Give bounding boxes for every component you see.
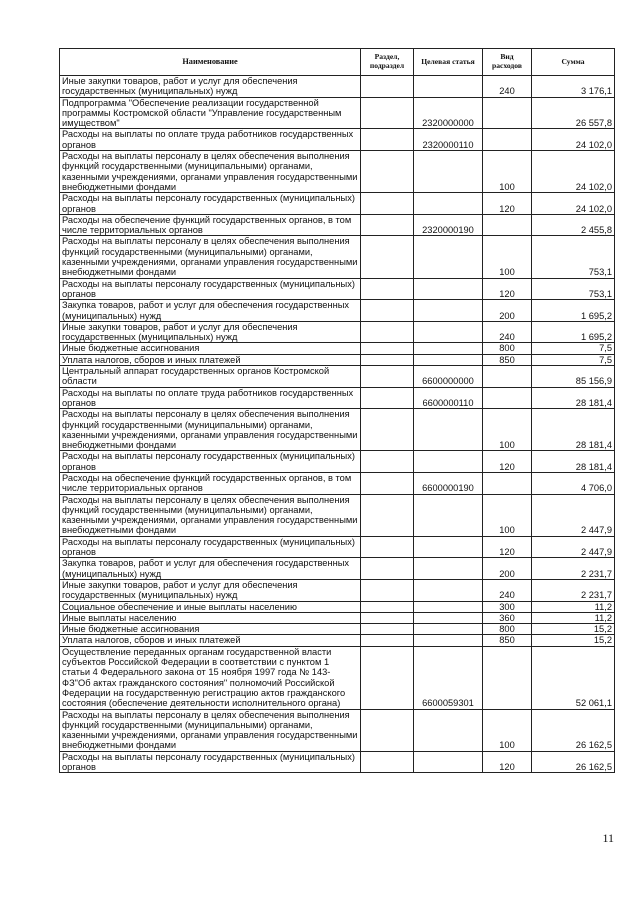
cell-name: Расходы на обеспечение функций государственных органов, в том числе территориальных органов	[60, 472, 361, 494]
cell-section	[361, 494, 414, 536]
cell-sum: 28 181,4	[532, 451, 615, 473]
cell-section	[361, 236, 414, 278]
cell-name: Иные выплаты населению	[60, 612, 361, 623]
cell-sum: 24 102,0	[532, 151, 615, 193]
cell-target: 2320000190	[414, 214, 483, 236]
cell-name: Расходы на выплаты персоналу государственных (муниципальных) органов	[60, 536, 361, 558]
cell-sum: 15,2	[532, 635, 615, 646]
cell-type: 240	[483, 321, 532, 343]
cell-name: Иные бюджетные ассигнования	[60, 343, 361, 354]
cell-target	[414, 624, 483, 635]
cell-section	[361, 612, 414, 623]
cell-sum: 26 162,5	[532, 751, 615, 773]
table-row	[60, 366, 615, 388]
header-name: Наименование	[60, 49, 361, 76]
cell-target	[414, 601, 483, 612]
cell-target	[414, 536, 483, 558]
cell-section	[361, 76, 414, 98]
cell-section	[361, 129, 414, 151]
cell-sum: 1 695,2	[532, 321, 615, 343]
cell-type: 800	[483, 343, 532, 354]
cell-sum: 1 695,2	[532, 300, 615, 322]
cell-sum: 85 156,9	[532, 366, 615, 388]
table-row	[60, 536, 615, 558]
cell-name: Расходы на выплаты персоналу государственных (муниципальных) органов	[60, 751, 361, 773]
page-number: 11	[602, 831, 614, 845]
table-row	[60, 129, 615, 151]
cell-target	[414, 343, 483, 354]
cell-target	[414, 709, 483, 751]
cell-type: 800	[483, 624, 532, 635]
cell-target	[414, 76, 483, 98]
cell-name: Расходы на выплаты по оплате труда работников государственных органов	[60, 129, 361, 151]
cell-type	[483, 387, 532, 409]
cell-sum: 26 557,8	[532, 97, 615, 129]
cell-name: Иные закупки товаров, работ и услуг для обеспечения государственных (муниципальных) нужд	[60, 76, 361, 98]
cell-type: 200	[483, 558, 532, 580]
cell-name: Социальное обеспечение и иные выплаты населению	[60, 601, 361, 612]
cell-name: Расходы на выплаты персоналу государственных (муниципальных) органов	[60, 278, 361, 300]
cell-sum: 2 455,8	[532, 214, 615, 236]
cell-target	[414, 321, 483, 343]
budget-table	[59, 48, 615, 773]
cell-sum: 28 181,4	[532, 409, 615, 451]
cell-name: Расходы на выплаты персоналу в целях обеспечения выполнения функций государственными (муниципальными) органами, казенными учреждениями, органами управления государственными внебюджетными фондами	[60, 236, 361, 278]
table-row	[60, 387, 615, 409]
cell-name: Расходы на выплаты персоналу в целях обеспечения выполнения функций государственными (муниципальными) органами, казенными учреждениями, органами управления государственными внебюджетными фондами	[60, 494, 361, 536]
cell-type: 850	[483, 354, 532, 365]
table-row	[60, 343, 615, 354]
cell-target: 6600059301	[414, 646, 483, 709]
cell-section	[361, 536, 414, 558]
cell-target	[414, 409, 483, 451]
table-row	[60, 409, 615, 451]
cell-section	[361, 214, 414, 236]
table-row	[60, 579, 615, 601]
cell-sum: 26 162,5	[532, 709, 615, 751]
header-sum: Сумма	[532, 49, 615, 76]
cell-section	[361, 300, 414, 322]
table-header-row	[60, 49, 615, 76]
cell-target: 6600000000	[414, 366, 483, 388]
cell-name: Закупка товаров, работ и услуг для обеспечения государственных (муниципальных) нужд	[60, 558, 361, 580]
cell-type: 240	[483, 579, 532, 601]
cell-section	[361, 646, 414, 709]
cell-name: Расходы на выплаты персоналу в целях обеспечения выполнения функций государственными (муниципальными) органами, казенными учреждениями, органами управления государственными внебюджетными фондами	[60, 709, 361, 751]
table-row	[60, 558, 615, 580]
cell-name: Подпрограмма "Обеспечение реализации государственной программы Костромской области "Управление государственным имуществом"	[60, 97, 361, 129]
table-row	[60, 278, 615, 300]
cell-target	[414, 558, 483, 580]
cell-section	[361, 451, 414, 473]
cell-name: Уплата налогов, сборов и иных платежей	[60, 354, 361, 365]
cell-sum: 11,2	[532, 601, 615, 612]
cell-sum: 753,1	[532, 278, 615, 300]
header-type: Вид расходов	[483, 49, 532, 76]
cell-type	[483, 97, 532, 129]
cell-section	[361, 709, 414, 751]
cell-name: Расходы на выплаты персоналу государственных (муниципальных) органов	[60, 451, 361, 473]
cell-name: Иные закупки товаров, работ и услуг для обеспечения государственных (муниципальных) нужд	[60, 579, 361, 601]
cell-type: 300	[483, 601, 532, 612]
cell-name: Расходы на выплаты персоналу государственных (муниципальных) органов	[60, 193, 361, 215]
cell-section	[361, 278, 414, 300]
cell-target	[414, 451, 483, 473]
cell-target	[414, 751, 483, 773]
cell-sum: 28 181,4	[532, 387, 615, 409]
cell-name: Иные закупки товаров, работ и услуг для обеспечения государственных (муниципальных) нужд	[60, 321, 361, 343]
cell-target	[414, 635, 483, 646]
table-row	[60, 321, 615, 343]
cell-sum: 2 231,7	[532, 579, 615, 601]
cell-sum: 52 061,1	[532, 646, 615, 709]
table-row	[60, 612, 615, 623]
header-section: Раздел, подраздел	[361, 49, 414, 76]
cell-section	[361, 558, 414, 580]
cell-type	[483, 214, 532, 236]
cell-type: 240	[483, 76, 532, 98]
table-row	[60, 300, 615, 322]
cell-type: 120	[483, 751, 532, 773]
cell-type: 850	[483, 635, 532, 646]
table-row	[60, 624, 615, 635]
table-row	[60, 76, 615, 98]
cell-target	[414, 278, 483, 300]
cell-target	[414, 236, 483, 278]
table-row	[60, 635, 615, 646]
cell-section	[361, 472, 414, 494]
cell-target: 2320000110	[414, 129, 483, 151]
cell-sum: 753,1	[532, 236, 615, 278]
cell-type: 120	[483, 536, 532, 558]
cell-section	[361, 354, 414, 365]
table-row	[60, 751, 615, 773]
cell-sum: 15,2	[532, 624, 615, 635]
cell-type: 120	[483, 193, 532, 215]
table-row	[60, 601, 615, 612]
cell-section	[361, 601, 414, 612]
cell-name: Расходы на выплаты персоналу в целях обеспечения выполнения функций государственными (муниципальными) органами, казенными учреждениями, органами управления государственными внебюджетными фондами	[60, 151, 361, 193]
cell-target: 2320000000	[414, 97, 483, 129]
cell-sum: 3 176,1	[532, 76, 615, 98]
cell-type	[483, 129, 532, 151]
header-target: Целевая статья	[414, 49, 483, 76]
cell-sum: 2 231,7	[532, 558, 615, 580]
cell-section	[361, 151, 414, 193]
table-row	[60, 709, 615, 751]
cell-name: Центральный аппарат государственных органов Костромской области	[60, 366, 361, 388]
cell-target	[414, 612, 483, 623]
cell-sum: 24 102,0	[532, 193, 615, 215]
cell-target	[414, 300, 483, 322]
cell-type: 360	[483, 612, 532, 623]
cell-name: Закупка товаров, работ и услуг для обеспечения государственных (муниципальных) нужд	[60, 300, 361, 322]
table-row	[60, 97, 615, 129]
table-row	[60, 236, 615, 278]
cell-target	[414, 494, 483, 536]
table-row	[60, 451, 615, 473]
cell-section	[361, 635, 414, 646]
cell-section	[361, 343, 414, 354]
cell-sum: 24 102,0	[532, 129, 615, 151]
cell-name: Иные бюджетные ассигнования	[60, 624, 361, 635]
cell-type: 100	[483, 409, 532, 451]
cell-type: 120	[483, 278, 532, 300]
cell-section	[361, 193, 414, 215]
table-body	[60, 76, 615, 773]
cell-type: 100	[483, 151, 532, 193]
cell-target	[414, 193, 483, 215]
table-row	[60, 214, 615, 236]
cell-type	[483, 366, 532, 388]
cell-type: 200	[483, 300, 532, 322]
cell-target	[414, 354, 483, 365]
cell-section	[361, 366, 414, 388]
cell-section	[361, 97, 414, 129]
cell-target	[414, 151, 483, 193]
cell-section	[361, 321, 414, 343]
cell-sum: 2 447,9	[532, 536, 615, 558]
cell-type: 100	[483, 494, 532, 536]
cell-sum: 2 447,9	[532, 494, 615, 536]
cell-section	[361, 624, 414, 635]
cell-type	[483, 646, 532, 709]
cell-name: Осуществление переданных органам государственной власти субъектов Российской Федерации в соответствии с пунктом 1 статьи 4 Федерального закона от 15 ноября 1997 года № 143-ФЗ"Об актах гражданского состояния" полномочий Российской Федерации на государственную регистрацию актов гражданского состояния (обеспечение деятельности исполнительного органа)	[60, 646, 361, 709]
cell-sum: 4 706,0	[532, 472, 615, 494]
table-row	[60, 151, 615, 193]
cell-section	[361, 751, 414, 773]
cell-target	[414, 579, 483, 601]
cell-target: 6600000190	[414, 472, 483, 494]
cell-name: Расходы на обеспечение функций государственных органов, в том числе территориальных органов	[60, 214, 361, 236]
cell-section	[361, 409, 414, 451]
cell-name: Расходы на выплаты по оплате труда работников государственных органов	[60, 387, 361, 409]
cell-sum: 7,5	[532, 343, 615, 354]
cell-type: 120	[483, 451, 532, 473]
cell-type: 100	[483, 709, 532, 751]
cell-target: 6600000110	[414, 387, 483, 409]
table-row	[60, 494, 615, 536]
table-row	[60, 646, 615, 709]
table-row	[60, 193, 615, 215]
cell-section	[361, 579, 414, 601]
table-row	[60, 472, 615, 494]
cell-name: Уплата налогов, сборов и иных платежей	[60, 635, 361, 646]
cell-sum: 11,2	[532, 612, 615, 623]
cell-type	[483, 472, 532, 494]
cell-name: Расходы на выплаты персоналу в целях обеспечения выполнения функций государственными (муниципальными) органами, казенными учреждениями, органами управления государственными внебюджетными фондами	[60, 409, 361, 451]
cell-sum: 7,5	[532, 354, 615, 365]
table-row	[60, 354, 615, 365]
cell-type: 100	[483, 236, 532, 278]
cell-section	[361, 387, 414, 409]
